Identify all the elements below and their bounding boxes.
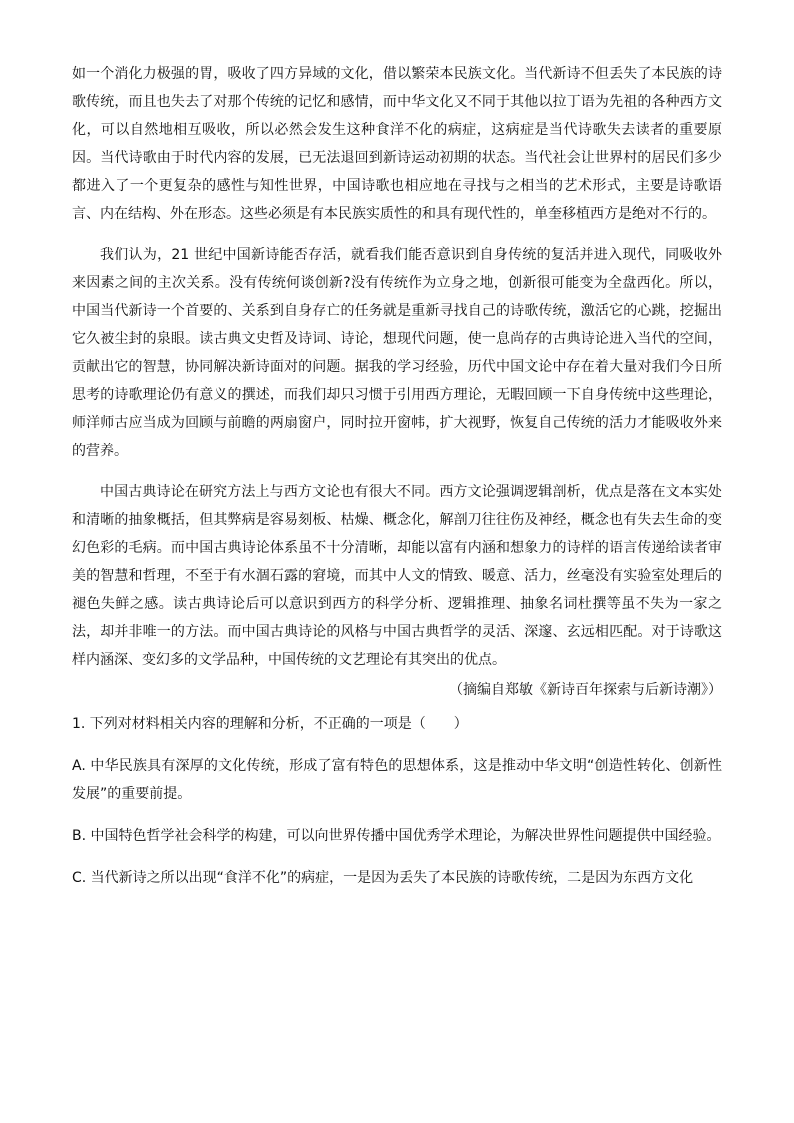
- source-citation: （摘编自郑敏《新诗百年探索与后新诗潮》）: [449, 682, 722, 698]
- option-c: C. 当代新诗之所以出现“食洋不化”的病症，一是因为丢失了本民族的诗歌传统，二是因为东西方文化: [72, 870, 694, 886]
- document-page: [72, 60, 722, 892]
- paragraph-2: 我们认为，21 世纪中国新诗能否存活，就看我们能否意识到自身传统的复活并进入现代，同吸收外来因素之间的主次关系。没有传统何谈创新?没有传统作为立身之地，创新很可能变为全盘西化。所以，中国当代新诗一个首要的、关系到自身存亡的任务就是重新寻找自己的诗歌传统，激活它的心跳，挖掘出它久被尘封的泉眼。读古典文史哲及诗词、诗论，想现代问题，使一息尚存的古典诗论进入当代的空间，贡献出它的智慧，协同解决新诗面对的问题。据我的学习经验，历代中国文论中存在着大量对我们今日所思考的诗歌理论仍有意义的撰述，而我们却只习惯于引用西方理论，无暇回顾一下自身传统中这些理论，师洋师古应当成为回顾与前瞻的两扇窗户，同时拉开窗帏，扩大视野，恢复自己传统的活力才能吸收外来的营养。: [72, 247, 722, 459]
- paragraph-3: 中国古典诗论在研究方法上与西方文论也有很大不同。西方文论强调逻辑剖析，优点是落在文本实处和清晰的抽象概括，但其弊病是容易刻板、枯燥、概念化，解剖刀往往伤及神经，概念也有失去生命的变幻色彩的毛病。而中国古典诗论体系虽不十分清晰，却能以富有内涵和想象力的诗样的语言传递给读者审美的智慧和哲理，不至于有水涸石露的窘境，而其中人文的情致、暖意、活力，丝毫没有实验室处理后的褪色失鲜之感。读古典诗论后可以意识到西方的科学分析、逻辑推理、抽象名词杜撰等虽不失为一家之法，却并非唯一的方法。而中国古典诗论的风格与中国古典哲学的灵活、深邃、玄远相匹配。对于诗歌这样内涵深、变幻多的文学品种，中国传统的文艺理论有其突出的优点。: [72, 484, 722, 668]
- option-a: A. 中华民族具有深厚的文化传统，形成了富有特色的思想体系，这是推动中华文明“创造性转化、创新性发展”的重要前提。: [72, 758, 722, 802]
- paragraph-1: 如一个消化力极强的胃，吸收了四方异域的文化，借以繁荣本民族文化。当代新诗不但丢失了本民族的诗歌传统，而且也失去了对那个传统的记忆和感情，而中华文化又不同于其他以拉丁语为先祖的各种西方文化，可以自然地相互吸收，所以必然会发生这种食洋不化的病症，这病症是当代诗歌失去读者的重要原因。当代诗歌由于时代内容的发展，已无法退回到新诗运动初期的状态。当代社会让世界村的居民们多少都进入了一个更复杂的感性与知性世界，中国诗歌也相应地在寻找与之相当的艺术形式，主要是诗歌语言、内在结构、外在形态。这些必须是有本民族实质性的和具有现代性的，单奎移植西方是绝对不行的。: [72, 66, 722, 222]
- option-b: B. 中国特色哲学社会科学的构建，可以向世界传播中国优秀学术理论，为解决世界性问题提供中国经验。: [72, 828, 721, 844]
- question-1: 1. 下列对材料相关内容的理解和分析，不正确的一项是（ ）: [72, 716, 468, 732]
